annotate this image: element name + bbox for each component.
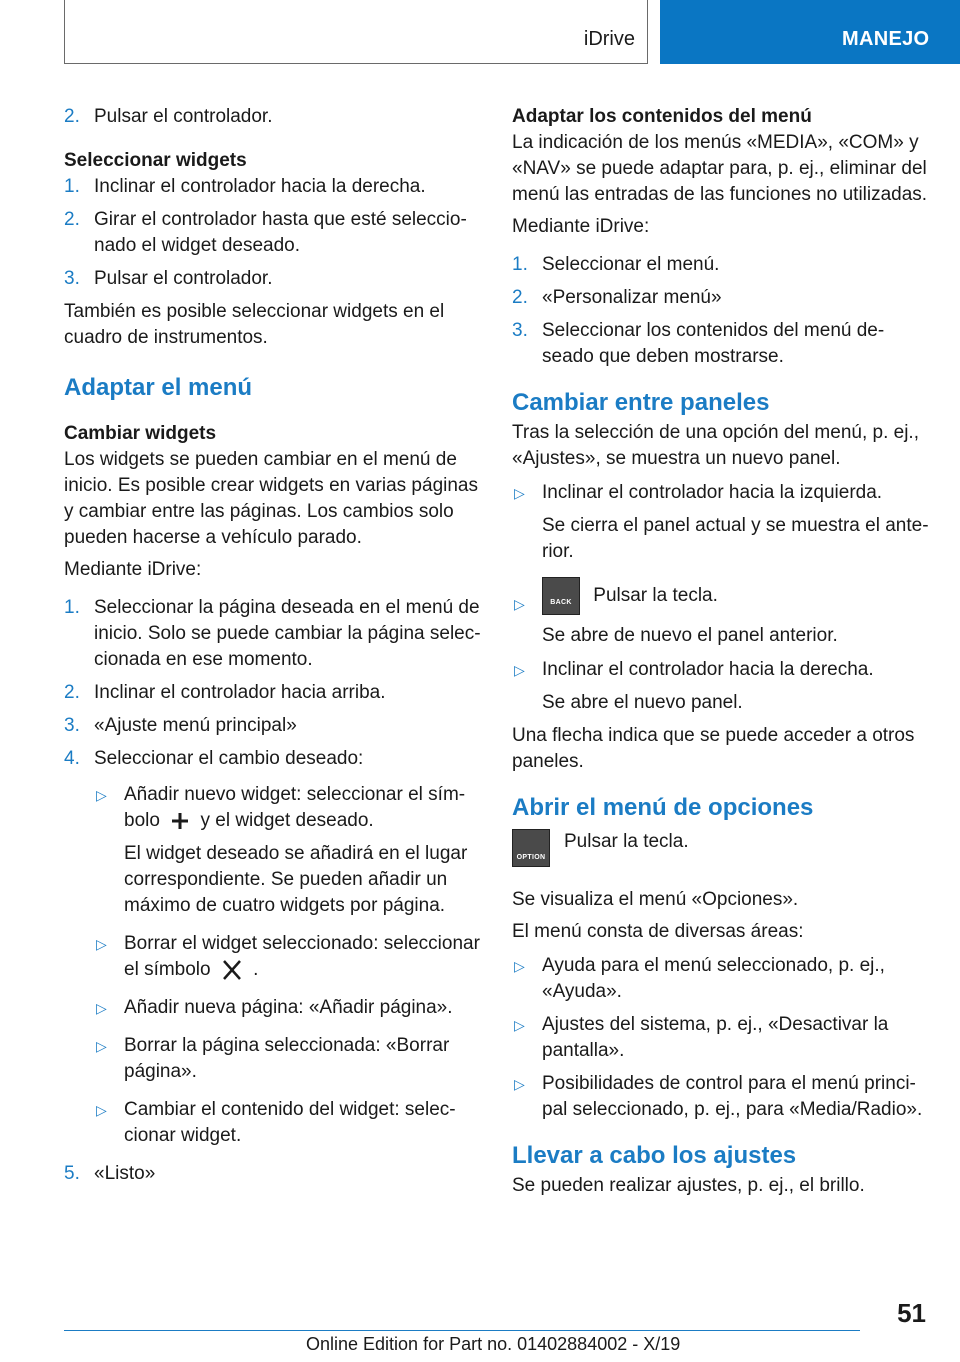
bullet-triangle-icon: ▷: [514, 662, 525, 678]
bullet-item: ▷ BACK Pulsar la tecla.: [512, 577, 930, 615]
paragraph: El widget deseado se añadirá en el lugar correspondiente. Se pueden añadir un máximo de cuatro widgets por página.: [124, 843, 468, 916]
subheading-adapt-content: Adaptar los contenidos del menú: [512, 106, 812, 127]
list-item: 4. Seleccionar el cambio deseado:: [64, 748, 364, 769]
bullet-triangle-icon: ▷: [96, 1038, 107, 1054]
list-item: 2. «Personalizar menú»: [512, 287, 722, 308]
list-item: 3. Seleccionar los contenidos del menú de‐seado que deben mostrarse.: [512, 320, 885, 367]
page-number: 51: [897, 1298, 926, 1328]
list-item: 3. Pulsar el controlador.: [64, 268, 273, 289]
list-item: 5. «Listo»: [64, 1163, 156, 1184]
paragraph: Mediante iDrive:: [512, 216, 650, 237]
list-item: 1. Seleccionar el menú.: [512, 254, 720, 275]
paragraph: Se cierra el panel actual y se muestra el ante‐rior.: [542, 515, 929, 562]
list-item: 2. Inclinar el controlador hacia arriba.: [64, 682, 386, 703]
header-chapter-tab: [660, 0, 960, 64]
header-section-box: [64, 0, 648, 64]
section-heading-options: Abrir el menú de opciones: [512, 794, 814, 821]
bullet-triangle-icon: ▷: [514, 958, 525, 974]
header-section-title: iDrive: [583, 28, 635, 50]
bullet-item: ▷ Cambiar el contenido del widget: selec‐cionar widget.: [96, 1099, 456, 1146]
bullet-item: ▷ Añadir nuevo widget: seleccionar el sím‐ bolo y el widget deseado.: [96, 784, 466, 831]
paragraph: Los widgets se pueden cambiar en el menú de inicio. Es posible crear widgets en varias páginas y cambiar entre las páginas. Los cambios solo pueden hacerse a vehículo parado.: [64, 449, 478, 548]
bullet-triangle-icon: ▷: [514, 1076, 525, 1092]
paragraph: Una flecha indica que se puede acceder a otros paneles.: [512, 725, 915, 772]
paragraph: Se pueden realizar ajustes, p. ej., el brillo.: [512, 1175, 865, 1196]
paragraph: Mediante iDrive:: [64, 559, 202, 580]
paragraph: Se abre de nuevo el panel anterior.: [542, 625, 838, 646]
header-chapter-title: MANEJO: [842, 28, 930, 50]
bullet-triangle-icon: ▷: [96, 1102, 107, 1118]
bullet-triangle-icon: ▷: [96, 936, 107, 952]
paragraph: También es posible seleccionar widgets en el cuadro de instrumentos.: [64, 301, 445, 348]
paragraph: Tras la selección de una opción del menú, p. ej., «Ajustes», se muestra un nuevo panel.: [512, 422, 919, 469]
paragraph: El menú consta de diversas áreas:: [512, 921, 804, 942]
bullet-item: ▷ Ayuda para el menú seleccionado, p. ej., «Ayuda».: [514, 955, 885, 1002]
subheading-change-widgets: Cambiar widgets: [64, 423, 217, 444]
bullet-triangle-icon: ▷: [514, 485, 525, 501]
bullet-item: ▷ Añadir nueva página: «Añadir página».: [64, 995, 482, 1021]
bullet-triangle-icon: ▷: [514, 1017, 525, 1033]
list-item: 1. Inclinar el controlador hacia la derecha.: [64, 176, 426, 197]
option-key-icon: OPTION: [512, 829, 550, 867]
bullet-item: ▷ Ajustes del sistema, p. ej., «Desactivar la pantalla».: [514, 1014, 889, 1061]
bullet-item: ▷ Borrar la página seleccionada: «Borrar página».: [96, 1035, 450, 1082]
section-heading-panels: Cambiar entre paneles: [512, 389, 770, 416]
footer-divider: [64, 1330, 860, 1331]
bullet-triangle-icon: ▷: [96, 1000, 107, 1016]
section-heading-settings: Llevar a cabo los ajustes: [512, 1142, 797, 1169]
bullet-item: ▷ Borrar el widget seleccionado: seleccionar el símbolo .: [96, 933, 480, 980]
list-item: 2. Girar el controlador hasta que esté seleccio‐nado el widget deseado.: [64, 209, 467, 256]
back-key-icon: BACK: [542, 577, 580, 615]
paragraph: Se abre el nuevo panel.: [542, 692, 743, 713]
list-item: 1. Seleccionar la página deseada en el menú de inicio. Solo se puede cambiar la página selec‐cionada en ese momento.: [64, 597, 481, 670]
bullet-triangle-icon: ▷: [96, 787, 107, 803]
bullet-item: ▷ Inclinar el controlador hacia la izquierda.: [512, 480, 930, 506]
section-heading-adapt-menu: Adaptar el menú: [64, 374, 253, 401]
bullet-item: ▷ Inclinar el controlador hacia la derecha.: [512, 657, 930, 683]
option-key-row: OPTION Pulsar la tecla.: [512, 829, 930, 873]
bullet-item: ▷ Posibilidades de control para el menú princi‐pal seleccionado, p. ej., para «Media/Radio».: [514, 1073, 923, 1120]
list-item: 3. «Ajuste menú principal»: [64, 715, 297, 736]
paragraph: Se visualiza el menú «Opciones».: [512, 889, 799, 910]
left-column: [64, 104, 482, 1194]
plus-icon: [165, 810, 195, 832]
paragraph: La indicación de los menús «MEDIA», «COM» y «NAV» se puede adaptar para, p. ej., eliminar del menú las entradas de las funciones no utilizadas.: [512, 132, 928, 205]
right-column: [512, 104, 930, 1205]
close-x-icon: [216, 959, 248, 981]
footer-edition: Online Edition for Part no. 01402884002 - X/19: [306, 1334, 681, 1354]
bullet-triangle-icon: ▷: [514, 596, 525, 612]
list-item: 2. Pulsar el controlador.: [64, 106, 273, 127]
subheading-select-widgets: Seleccionar widgets: [64, 150, 247, 171]
